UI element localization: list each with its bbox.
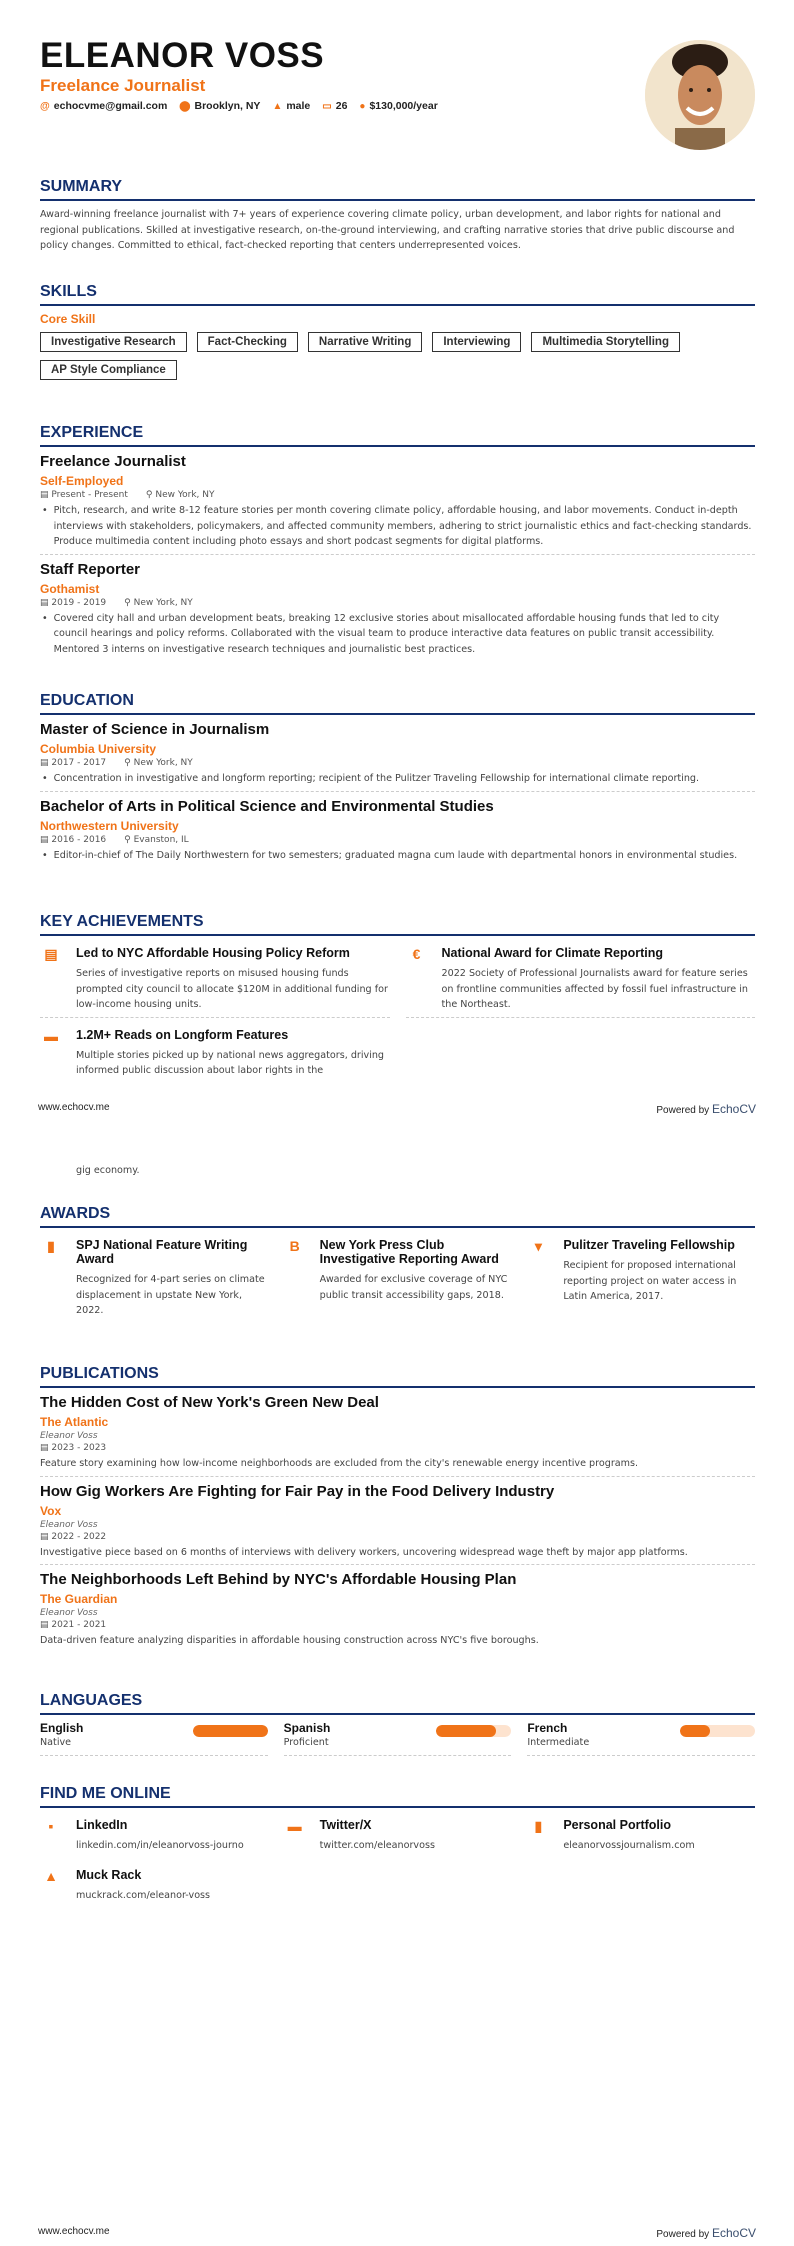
- contact-email: @ echocvme@gmail.com: [40, 100, 168, 112]
- language-proficiency-bar: [680, 1725, 755, 1737]
- achievement-title: Led to NYC Affordable Housing Policy Reform: [76, 946, 350, 960]
- section-heading: AWARDS: [40, 1205, 755, 1228]
- footer-site[interactable]: www.echocv.me: [38, 1102, 110, 1113]
- education-item: [40, 798, 755, 868]
- achievement-item: [40, 942, 390, 1018]
- page-2: [0, 1123, 794, 2246]
- at-icon: @: [40, 101, 50, 112]
- online-section: [40, 1785, 755, 1913]
- location-icon: ⚲ New York, NY: [124, 597, 193, 608]
- achievements-section: [40, 913, 755, 1089]
- online-link[interactable]: eleanorvossjournalism.com: [563, 1840, 695, 1851]
- publication-title: The Hidden Cost of New York's Green New Deal: [40, 1394, 379, 1411]
- award-item: [40, 1234, 268, 1323]
- item-org: Gothamist: [40, 581, 100, 596]
- item-bullet: • Concentration in investigative and longform reporting; recipient of the Pulitzer Traveling Fellowship for international climate reporting.: [42, 773, 700, 784]
- award-desc: Recipient for proposed international reporting project on water access in Latin America, 2017.: [563, 1260, 737, 1302]
- award-desc: Awarded for exclusive coverage of NYC public transit accessibility gaps, 2018.: [319, 1274, 508, 1301]
- award-title: SPJ National Feature Writing Award: [76, 1238, 248, 1266]
- section-heading: PUBLICATIONS: [40, 1365, 755, 1388]
- item-bullet: • Covered city hall and urban development beats, breaking 12 exclusive stories about misallocated affordable housing funds that led to city council hearings and policy reforms. Collaborated with the visual team to produce interactive data features on public transit accessibility. Mentored 3 interns on investigative research techniques and journalistic best practices.: [42, 612, 720, 655]
- calendar-icon: ▤ 2023 - 2023: [40, 1443, 107, 1453]
- online-name: Personal Portfolio: [563, 1818, 671, 1832]
- calendar-icon: ▤ 2016 - 2016: [40, 834, 107, 845]
- skill-tag: AP Style Compliance: [40, 360, 177, 380]
- archive-icon: ▬: [287, 1818, 302, 1834]
- skill-tag: Multimedia Storytelling: [531, 332, 680, 352]
- language-proficiency-fill: [193, 1725, 268, 1737]
- publication-author: Eleanor Voss: [40, 1608, 98, 1618]
- online-item-muckrack: [40, 1864, 268, 1908]
- page-footer: [38, 1102, 756, 1116]
- skill-tag: Narrative Writing: [308, 332, 422, 352]
- section-heading: SKILLS: [40, 283, 755, 306]
- publication-author: Eleanor Voss: [40, 1431, 98, 1441]
- online-item-portfolio: [527, 1814, 755, 1858]
- item-meta: [40, 598, 755, 608]
- award-title: Pulitzer Traveling Fellowship: [563, 1238, 735, 1252]
- profile-photo: [645, 40, 755, 150]
- experience-item: [40, 561, 755, 662]
- item-bullet: • Editor-in-chief of The Daily Northwestern for two semesters; graduated magna cum laude with departmental honors in environmental studies.: [42, 849, 738, 861]
- contact-gender: ▲ male: [272, 100, 311, 112]
- euro-icon: €: [412, 946, 421, 962]
- language-name: Spanish: [283, 1721, 331, 1735]
- item-title: Freelance Journalist: [40, 453, 186, 470]
- achievement-desc: Series of investigative reports on misused housing funds prompted city council to allocate $120M in additional funding for low-income housing units.: [76, 968, 388, 1010]
- experience-item: [40, 453, 755, 555]
- location-icon: ⬤: [179, 101, 191, 112]
- skill-tag: Fact-Checking: [197, 332, 298, 352]
- online-item-linkedin: [40, 1814, 268, 1858]
- skill-tag: Interviewing: [432, 332, 521, 352]
- footer-site[interactable]: www.echocv.me: [38, 2226, 110, 2237]
- online-item-twitter: [284, 1814, 512, 1858]
- file-icon: ▮: [534, 1818, 543, 1834]
- publication-desc: Investigative piece based on 6 months of interviews with delivery workers, uncovering widespread wage theft by major app platforms.: [40, 1546, 688, 1558]
- terminal-icon: ▪: [48, 1818, 54, 1834]
- calendar-icon: ▤ 2021 - 2021: [40, 1620, 107, 1630]
- summary-text: Award-winning freelance journalist with 7+ years of experience covering climate policy, urban development, and labor rights for national and regional publications. Skilled at investigative research, on-the-ground interviewing, and crafting narrative stories that drive public discourse and policy changes. Committed to ethical, fact-checked reporting that centers underrepresented voices.: [40, 209, 735, 251]
- language-proficiency-fill: [436, 1725, 496, 1737]
- education-item: [40, 721, 755, 792]
- language-proficiency-bar: [193, 1725, 268, 1737]
- chat-icon: ▾: [534, 1238, 542, 1254]
- achievement-desc: 2022 Society of Professional Journalists award for feature series on frontline communities affected by fossil fuel infrastructure in the Northeast.: [441, 968, 748, 1010]
- language-proficiency-bar: [436, 1725, 511, 1737]
- online-link[interactable]: twitter.com/eleanorvoss: [319, 1840, 435, 1851]
- section-heading: LANGUAGES: [40, 1692, 755, 1715]
- section-heading: EXPERIENCE: [40, 424, 755, 447]
- award-item: [527, 1234, 755, 1323]
- publication-desc: Feature story examining how low-income neighborhoods are excluded from the city's renewable energy incentive programs.: [40, 1458, 639, 1469]
- languages-section: [40, 1692, 755, 1756]
- education-section: [40, 692, 755, 873]
- language-proficiency-fill: [680, 1725, 710, 1737]
- language-item: [527, 1721, 755, 1756]
- section-heading: EDUCATION: [40, 692, 755, 715]
- achievement-title: National Award for Climate Reporting: [441, 946, 664, 960]
- achievement-desc: Multiple stories picked up by national news aggregators, driving informed public discussion about labor rights in the: [76, 1049, 385, 1076]
- language-name: French: [527, 1721, 568, 1735]
- contact-location: ⬤ Brooklyn, NY: [179, 100, 261, 112]
- skills-section: [40, 283, 755, 380]
- language-item: [284, 1721, 512, 1756]
- language-item: [40, 1721, 268, 1756]
- award-item: [284, 1234, 512, 1323]
- item-meta: [40, 835, 755, 845]
- online-name: Twitter/X: [319, 1818, 372, 1832]
- item-title: Staff Reporter: [40, 560, 141, 578]
- document-icon: ▮: [47, 1238, 55, 1254]
- item-title: Master of Science in Journalism: [40, 721, 270, 738]
- bell-icon: ▲: [44, 1867, 58, 1884]
- online-name: Muck Rack: [76, 1867, 142, 1882]
- bold-b-icon: B: [289, 1238, 300, 1254]
- publication-title: The Neighborhoods Left Behind by NYC's Affordable Housing Plan: [40, 1571, 517, 1588]
- location-icon: ⚲ New York, NY: [124, 758, 193, 768]
- award-desc: Recognized for 4-part series on climate displacement in upstate New York, 2022.: [76, 1274, 265, 1316]
- online-link[interactable]: linkedin.com/in/eleanorvoss-journo: [76, 1840, 244, 1851]
- language-level: Proficient: [283, 1737, 329, 1748]
- publication-item: [40, 1394, 755, 1477]
- job-title: Freelance Journalist: [40, 76, 206, 95]
- candidate-name: ELEANOR VOSS: [40, 36, 325, 75]
- awards-section: [40, 1205, 755, 1329]
- online-link[interactable]: muckrack.com/eleanor-voss: [76, 1889, 211, 1901]
- contact-row: [40, 100, 438, 112]
- award-title: New York Press Club Investigative Reporting Award: [319, 1238, 499, 1266]
- person-icon: ▲: [272, 101, 283, 112]
- publications-section: [40, 1365, 755, 1659]
- money-icon: ●: [359, 101, 366, 112]
- item-title: Bachelor of Arts in Political Science and Environmental Studies: [40, 797, 494, 815]
- item-org: Self-Employed: [40, 474, 124, 488]
- achievement-item: [40, 1024, 390, 1083]
- publication-desc: Data-driven feature analyzing disparities in affordable housing construction across NYC's five boroughs.: [40, 1635, 539, 1646]
- language-level: Native: [40, 1737, 72, 1748]
- calendar-icon: ▤ Present - Present: [40, 490, 128, 500]
- section-heading: FIND ME ONLINE: [40, 1785, 755, 1808]
- archive-icon: ▬: [44, 1027, 58, 1044]
- publication-title: How Gig Workers Are Fighting for Fair Pay in the Food Delivery Industry: [40, 1482, 555, 1500]
- achievement-title: 1.2M+ Reads on Longform Features: [76, 1027, 289, 1042]
- calendar-icon: ▤ 2017 - 2017: [40, 758, 107, 768]
- item-meta: [40, 490, 755, 500]
- achievement-desc-continued: gig economy.: [76, 1165, 140, 1176]
- publication-outlet: The Atlantic: [40, 1415, 109, 1429]
- skill-tag: Investigative Research: [40, 332, 187, 352]
- publication-item: [40, 1571, 755, 1653]
- clipboard-icon: ▤: [44, 946, 58, 962]
- calendar-icon: ▤ 2019 - 2019: [40, 597, 107, 608]
- section-heading: KEY ACHIEVEMENTS: [40, 913, 755, 936]
- publication-author: Eleanor Voss: [40, 1519, 98, 1530]
- location-icon: ⚲ New York, NY: [145, 490, 215, 500]
- publication-outlet: Vox: [40, 1503, 62, 1518]
- language-name: English: [40, 1721, 84, 1735]
- achievement-item: [406, 942, 756, 1018]
- skill-group-label: Core Skill: [40, 312, 96, 326]
- item-org: Columbia University: [40, 742, 157, 756]
- powered-by: Powered by EchoCV: [656, 2226, 756, 2240]
- contact-salary: ● $130,000/year: [359, 100, 438, 112]
- experience-section: [40, 424, 755, 667]
- calendar-icon: ▭: [322, 101, 332, 112]
- publication-item: [40, 1483, 755, 1566]
- page-footer: [38, 2226, 756, 2240]
- online-name: LinkedIn: [76, 1818, 128, 1832]
- calendar-icon: ▤ 2022 - 2022: [40, 1531, 107, 1542]
- item-org: Northwestern University: [40, 818, 179, 833]
- item-bullet: • Pitch, research, and write 8-12 feature stories per month covering climate policy, affordable housing, and labor movements. Conduct in-depth interviews with stakeholders, policymakers, and affected community members, adhering to strict journalistic ethics and fact-checking standards. Produce multimedia content including photo essays and short podcast segments for digital platforms.: [42, 505, 752, 547]
- skill-tags: [40, 332, 755, 380]
- language-level: Intermediate: [527, 1737, 590, 1748]
- powered-by: Powered by EchoCV: [656, 1102, 756, 1116]
- publication-outlet: The Guardian: [40, 1592, 118, 1606]
- item-meta: [40, 758, 755, 768]
- section-heading: SUMMARY: [40, 178, 755, 201]
- contact-age: ▭ 26: [322, 100, 348, 112]
- location-icon: ⚲ Evanston, IL: [124, 834, 189, 845]
- summary-section: [40, 178, 755, 254]
